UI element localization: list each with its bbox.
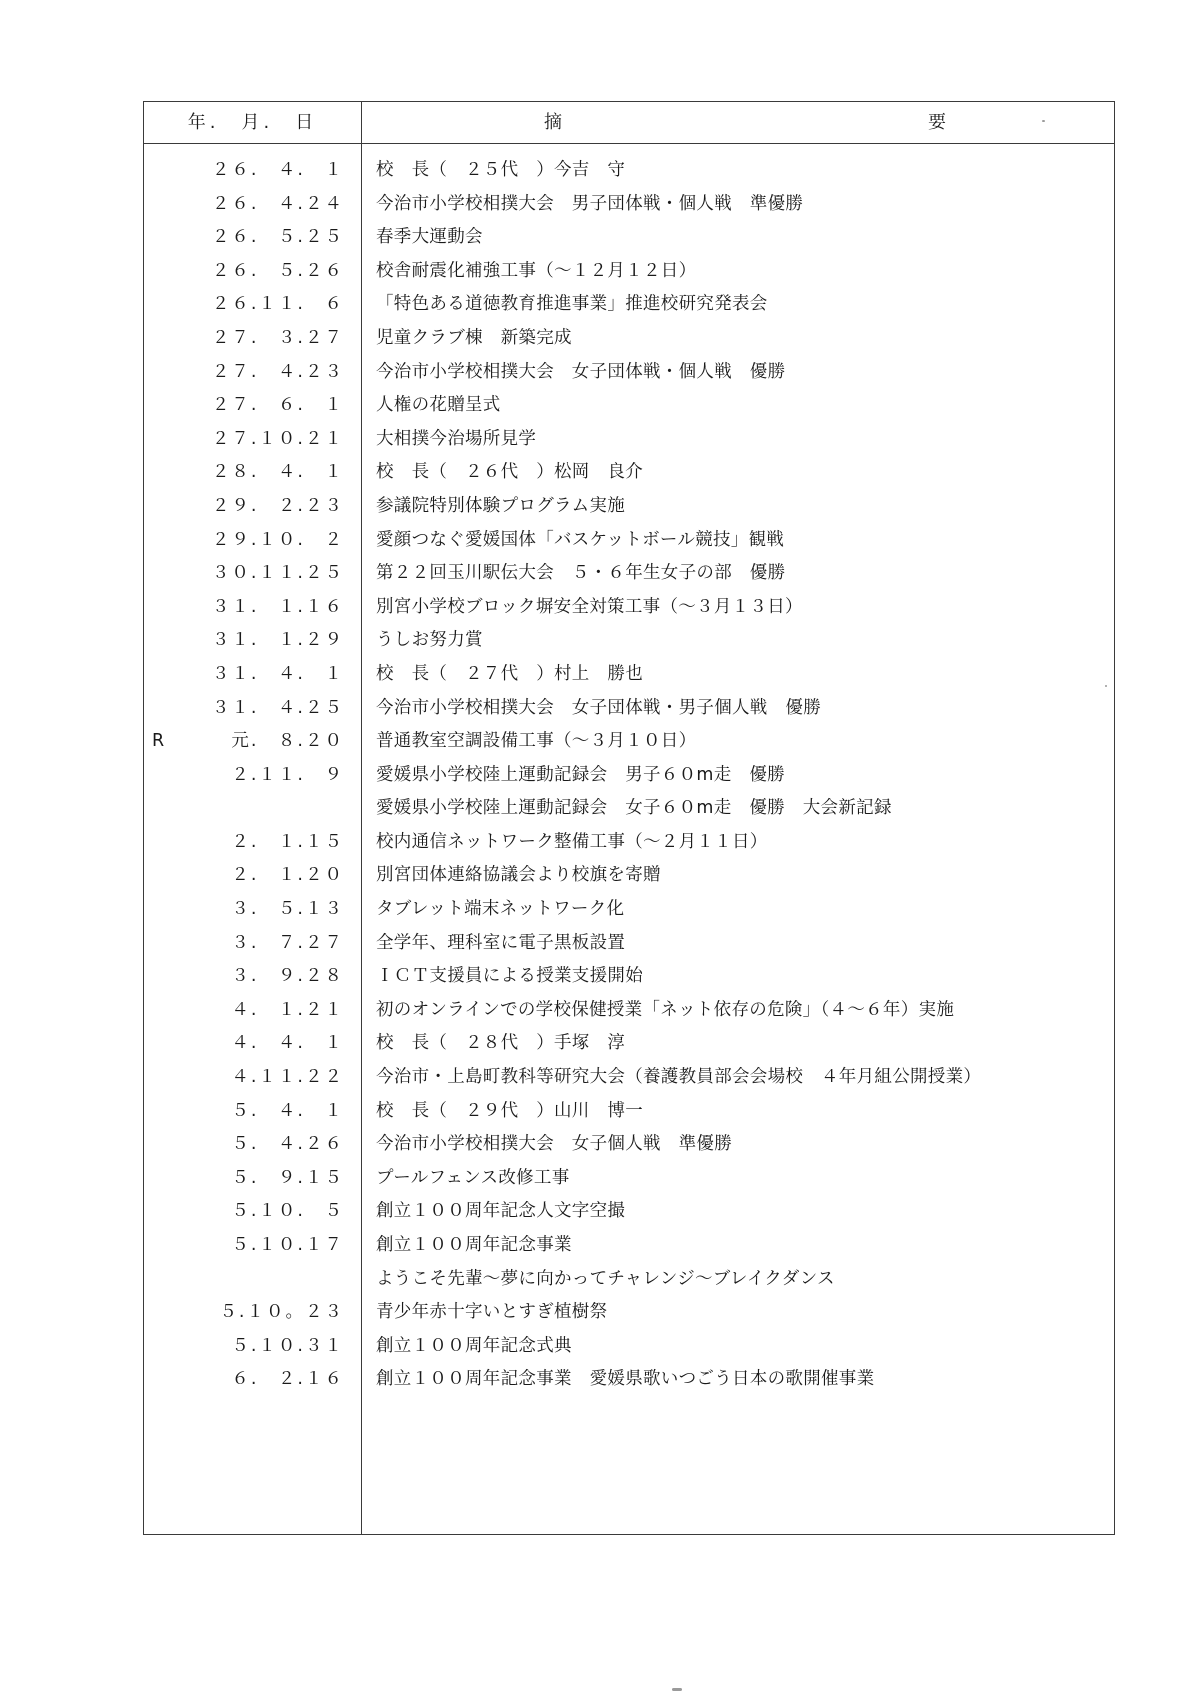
row-date: ５. ４. １ (231, 1100, 344, 1121)
row-date: ２９.１０. ２ (211, 529, 344, 550)
table-row (144, 423, 1114, 457)
row-summary: 別宮団体連絡協議会より校旗を寄贈 (376, 865, 661, 886)
row-summary: ＩＣＴ支援員による授業支援開始 (376, 966, 643, 987)
row-era: R (152, 731, 165, 752)
row-summary: ようこそ先輩～夢に向かってチャレンジ～ブレイクダンス (376, 1268, 835, 1289)
row-summary: 全学年、理科室に電子黒板設置 (376, 932, 626, 953)
table-row (144, 591, 1114, 625)
row-date: ４. ４. １ (231, 1033, 344, 1054)
row-date: ５. ９.１５ (231, 1167, 344, 1188)
row-date: ２８. ４. １ (211, 462, 344, 483)
row-summary: 校 長（ ２５代 ）今吉 守 (376, 160, 626, 180)
table-row (144, 1363, 1114, 1397)
table-row (144, 927, 1114, 961)
table-row (144, 1229, 1114, 1263)
row-date: ６. ２.１６ (231, 1369, 344, 1390)
row-summary: 校内通信ネットワーク整備工事（～２月１１日） (376, 831, 768, 852)
row-summary: 「特色ある道徳教育推進事業」推進校研究発表会 (376, 294, 768, 315)
row-date: ５.１０.３１ (231, 1335, 344, 1356)
table-row (144, 1296, 1114, 1330)
scan-speck (1105, 685, 1107, 687)
row-date: ３. ５.１３ (231, 899, 344, 920)
row-date: ２６. ５.２５ (211, 227, 344, 248)
row-date: ３０.１１.２５ (211, 563, 344, 584)
row-summary: 今治市小学校相撲大会 女子個人戦 準優勝 (376, 1134, 732, 1155)
row-date: ２７.１０.２１ (211, 428, 344, 449)
row-date: ２７. ４.２３ (211, 361, 344, 382)
table-row (144, 960, 1114, 994)
table-row (144, 288, 1114, 322)
row-date: ２. １.２０ (231, 865, 344, 886)
row-summary: 創立１００周年記念事業 (376, 1235, 572, 1255)
row-summary: 創立１００周年記念事業 愛媛県歌いつごう日本の歌開催事業 (376, 1369, 875, 1390)
row-summary: 創立１００周年記念式典 (376, 1335, 572, 1356)
row-date: ４. １.２１ (231, 999, 344, 1020)
table-row (144, 456, 1114, 490)
row-summary: うしお努力賞 (376, 630, 483, 651)
row-summary: 愛顔つなぐ愛媛国体「バスケットボール競技」観戦 (376, 529, 785, 550)
row-date: 元. ８.２０ (231, 731, 344, 752)
row-summary: 校 長（ ２９代 ）山川 博一 (376, 1100, 643, 1121)
row-summary: 人権の花贈呈式 (376, 395, 501, 416)
date-column-header: 年. 月. 日 (187, 112, 318, 133)
row-summary: 春季大運動会 (376, 227, 483, 248)
row-summary: 普通教室空調設備工事（～３月１０日） (376, 731, 697, 752)
row-date: ２７. ３.２７ (211, 327, 344, 348)
table-row (144, 826, 1114, 860)
row-summary: 大相撲今治場所見学 (376, 428, 537, 449)
row-summary: 創立１００周年記念人文字空撮 (376, 1201, 626, 1222)
row-date: ２６. ４.２４ (211, 193, 344, 214)
table-row (144, 154, 1114, 188)
table-row (144, 994, 1114, 1028)
row-date: ３. ７.２７ (231, 932, 344, 953)
row-summary: 今治市・上島町教科等研究大会（養護教員部会会場校 ４年月組公開授業） (376, 1067, 982, 1088)
table-row (144, 322, 1114, 356)
table-row (144, 221, 1114, 255)
table-row (144, 692, 1114, 726)
table-row (144, 1195, 1114, 1229)
row-summary: 愛媛県小学校陸上運動記録会 男子６０m走 優勝 (376, 764, 785, 785)
row-date: ４.１１.２２ (231, 1067, 344, 1088)
row-date: ３１. ４.２５ (211, 697, 344, 718)
summary-column-header-right: 要 (928, 112, 946, 133)
row-date: ２６. ５.２６ (211, 260, 344, 281)
row-date: ５.１０。２３ (219, 1302, 344, 1323)
row-summary: 初のオンラインでの学校保健授業「ネット依存の危険」（４～６年）実施 (376, 999, 955, 1020)
row-summary: 今治市小学校相撲大会 女子団体戦・個人戦 優勝 (376, 361, 786, 382)
table-row (144, 1162, 1114, 1196)
row-date: ３. ９.２８ (231, 966, 344, 987)
table-row (144, 759, 1114, 793)
row-date: ５.１０. ５ (231, 1201, 344, 1222)
table-row (144, 658, 1114, 692)
table-row (144, 1061, 1114, 1095)
row-summary: タブレット端末ネットワーク化 (376, 899, 625, 920)
table-row (144, 524, 1114, 558)
row-date: ２７. ６. １ (211, 395, 344, 416)
table-row (144, 557, 1114, 591)
table-row (144, 188, 1114, 222)
row-summary: 校 長（ ２７代 ）村上 勝也 (376, 663, 643, 684)
table-row (144, 255, 1114, 289)
row-summary: 今治市小学校相撲大会 男子団体戦・個人戦 準優勝 (376, 193, 804, 214)
row-date: ３１. １.１６ (211, 596, 344, 617)
scan-speck (1042, 120, 1045, 122)
table-row (144, 792, 1114, 826)
row-date: ２９. ２.２３ (211, 495, 344, 516)
row-summary: 愛媛県小学校陸上運動記録会 女子６０m走 優勝 大会新記録 (376, 798, 892, 819)
row-date: ２.１１. ９ (231, 764, 344, 785)
table-row (144, 1095, 1114, 1129)
table-row (144, 389, 1114, 423)
table-row (144, 356, 1114, 390)
row-date: ３１. １.２９ (211, 630, 344, 651)
table-row (144, 725, 1114, 759)
row-date: ２６. ４. １ (211, 160, 344, 180)
summary-column-header-left: 摘 (544, 112, 562, 133)
table-row (144, 1027, 1114, 1061)
table-body (144, 154, 1114, 1397)
table-row (144, 859, 1114, 893)
row-date: ５.１０.１７ (231, 1235, 344, 1255)
row-date: ５. ４.２６ (231, 1134, 344, 1155)
row-summary: 第２２回玉川駅伝大会 ５・６年生女子の部 優勝 (376, 563, 786, 584)
row-summary: 校 長（ ２６代 ）松岡 良介 (376, 462, 643, 483)
row-date: ２. １.１５ (231, 831, 344, 852)
table-row (144, 1330, 1114, 1364)
table-row (144, 893, 1114, 927)
table-row (144, 1128, 1114, 1162)
table-row (144, 1263, 1114, 1297)
table-header (144, 102, 1114, 144)
row-summary: 児童クラブ棟 新築完成 (376, 327, 572, 348)
row-summary: 参議院特別体験プログラム実施 (376, 495, 626, 516)
row-summary: 青少年赤十字いとすぎ植樹祭 (376, 1302, 608, 1323)
table-row (144, 624, 1114, 658)
row-summary: 校 長（ ２８代 ）手塚 淳 (376, 1033, 626, 1054)
row-summary: 校舎耐震化補強工事（～１２月１２日） (376, 260, 697, 281)
table-row (144, 490, 1114, 524)
history-table (143, 101, 1115, 1535)
row-summary: プールフェンス改修工事 (376, 1167, 570, 1188)
row-summary: 別宮小学校ブロック塀安全対策工事（～３月１３日） (376, 596, 803, 617)
row-date: ２６.１１. ６ (211, 294, 344, 315)
row-date: ３１. ４. １ (211, 663, 344, 684)
scan-speck (672, 1688, 682, 1691)
row-summary: 今治市小学校相撲大会 女子団体戦・男子個人戦 優勝 (376, 697, 821, 718)
